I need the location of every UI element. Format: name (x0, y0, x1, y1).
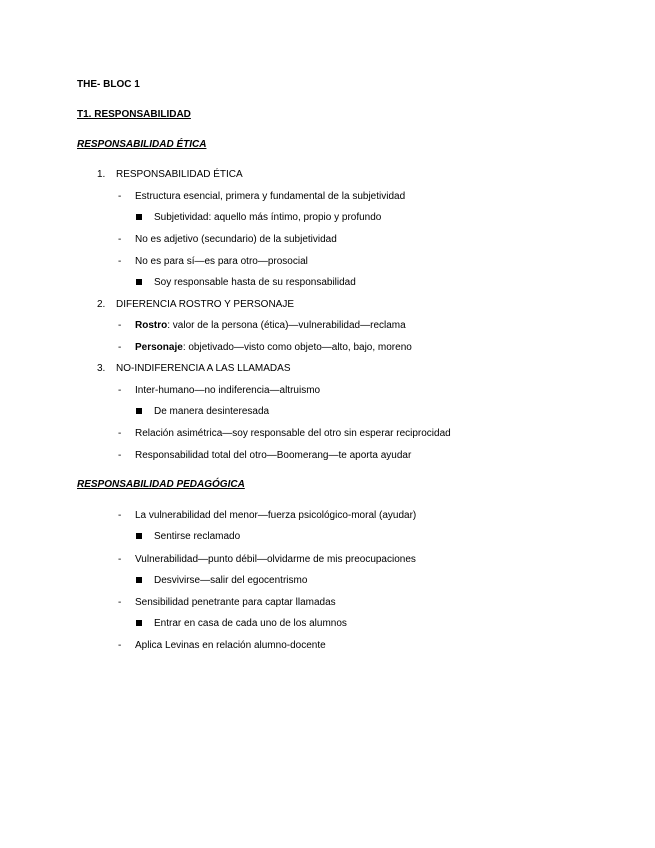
sub-sub-item: Sentirse reclamado (154, 531, 241, 542)
sub-item: Estructura esencial, primera y fundamental de la subjetividad (135, 191, 406, 202)
dash-marker: - (118, 191, 122, 202)
square-bullet-icon (136, 214, 142, 220)
sub-item: Responsabilidad total del otro—Boomerang—te aporta ayudar (135, 450, 412, 461)
sub-item: No es adjetivo (secundario) de la subjetividad (135, 234, 337, 245)
dash-marker: - (118, 640, 122, 651)
dash-marker: - (118, 428, 122, 439)
sub-sub-item: Soy responsable hasta de su responsabilidad (154, 277, 356, 288)
topic-heading: T1. RESPONSABILIDAD (77, 109, 191, 120)
personaje-label: Personaje (135, 342, 183, 353)
rostro-text: : valor de la persona (ética)—vulnerabilidad—reclama (167, 320, 406, 331)
sub-sub-item: Entrar en casa de cada uno de los alumnos (154, 618, 347, 629)
dash-marker: - (118, 510, 122, 521)
rostro-label: Rostro (135, 320, 168, 331)
sub-item: Relación asimétrica—soy responsable del otro sin esperar reciprocidad (135, 428, 451, 439)
sub-sub-item: Subjetividad: aquello más íntimo, propio y profundo (154, 212, 382, 223)
list-item-no-indiferencia: NO-INDIFERENCIA A LAS LLAMADAS (116, 363, 291, 374)
sub-item: Sensibilidad penetrante para captar llamadas (135, 597, 336, 608)
sub-item-personaje (135, 342, 412, 354)
personaje-text: : objetivado—visto como objeto—alto, bajo, moreno (182, 342, 412, 353)
sub-item: Vulnerabilidad—punto débil—olvidarme de mis preocupaciones (135, 554, 416, 565)
square-bullet-icon (136, 408, 142, 414)
sub-item: Inter-humano—no indiferencia—altruismo (135, 385, 321, 396)
sub-sub-item: De manera desinteresada (154, 406, 270, 417)
dash-marker: - (118, 554, 122, 565)
square-bullet-icon (136, 533, 142, 539)
sub-sub-item: Desvivirse—salir del egocentrismo (154, 575, 308, 586)
sub-item: Aplica Levinas en relación alumno-docente (135, 640, 326, 651)
list-item-responsabilidad-etica: RESPONSABILIDAD ÉTICA (116, 169, 243, 180)
list-item-diferencia-rostro: DIFERENCIA ROSTRO Y PERSONAJE (116, 299, 295, 310)
list-number: 3. (97, 363, 106, 374)
list-number: 2. (97, 299, 106, 310)
list-number: 1. (97, 169, 106, 180)
dash-marker: - (118, 450, 122, 461)
sub-item-rostro (135, 320, 406, 332)
dash-marker: - (118, 385, 122, 396)
square-bullet-icon (136, 279, 142, 285)
section-heading-pedagogica: RESPONSABILIDAD PEDAGÓGICA (77, 479, 245, 490)
square-bullet-icon (136, 620, 142, 626)
sub-item: La vulnerabilidad del menor—fuerza psicológico-moral (ayudar) (135, 510, 417, 521)
sub-item: No es para sí—es para otro—prosocial (135, 256, 308, 267)
dash-marker: - (118, 234, 122, 245)
document-title: THE- BLOC 1 (77, 79, 140, 90)
dash-marker: - (118, 256, 122, 267)
square-bullet-icon (136, 577, 142, 583)
dash-marker: - (118, 597, 122, 608)
dash-marker: - (118, 342, 122, 353)
dash-marker: - (118, 320, 122, 331)
section-heading-etica: RESPONSABILIDAD ÉTICA (77, 139, 207, 150)
